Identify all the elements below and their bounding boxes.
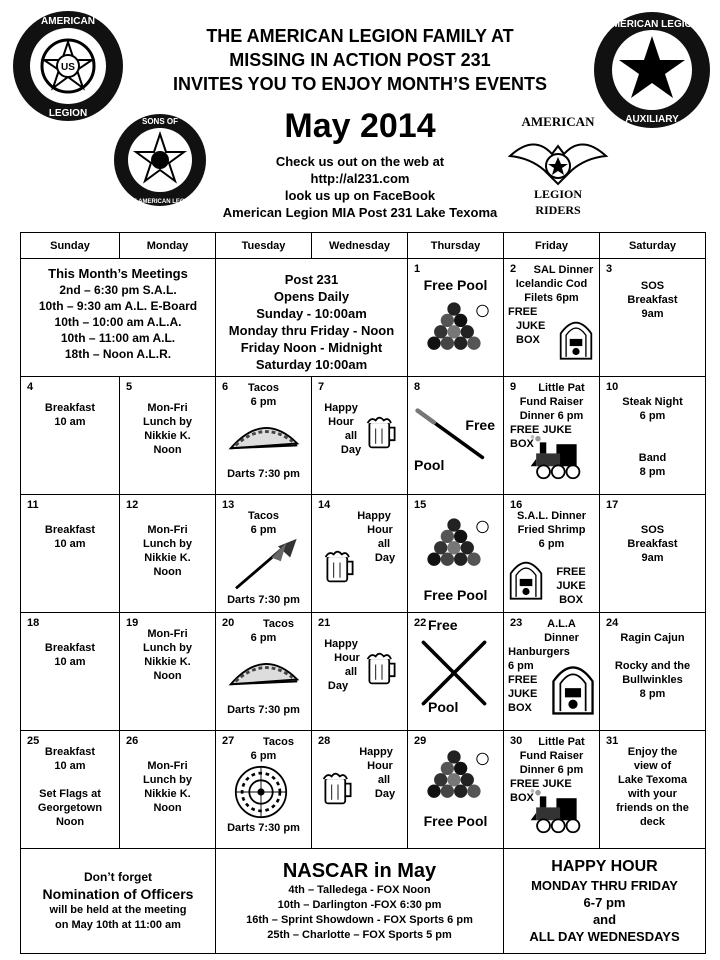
happy-hour-line: ALL DAY WEDNESDAYS <box>529 929 680 944</box>
officers-title: Nomination of Officers <box>42 886 194 902</box>
beer-mug-icon <box>364 651 400 687</box>
day-cell-12 <box>120 495 216 613</box>
event-line: with your <box>628 788 677 800</box>
logo-riders-top: AMERICAN <box>521 114 595 129</box>
event-line: Nikkie K. <box>144 430 191 442</box>
event-line: Mon-Fri <box>147 760 188 772</box>
event-line: Noon <box>153 670 182 682</box>
event-line: Fund Raiser <box>519 750 584 762</box>
event-line: Lake Texoma <box>618 774 687 786</box>
weekday-thursday: Thursday <box>408 233 504 259</box>
event-line: Mon-Fri <box>147 402 188 414</box>
event-line: Lunch by <box>143 538 192 550</box>
logo-sons-top: SONS OF <box>141 117 179 126</box>
day-cell-11 <box>21 495 120 613</box>
day-number: 1 <box>414 263 421 275</box>
free-pool-label: Free Pool <box>423 277 488 293</box>
event-line: S.A.L. Dinner <box>516 510 587 522</box>
event-line: Bullwinkles <box>622 674 683 686</box>
day-cell-20 <box>216 613 312 731</box>
event-line: Darts 7:30 pm <box>227 704 300 716</box>
day-cell-7 <box>312 377 408 495</box>
event-line: 8 pm <box>639 466 666 478</box>
day-number: 4 <box>27 381 34 393</box>
day-number: 20 <box>222 617 235 629</box>
day-number: 7 <box>318 381 325 393</box>
day-cell-5 <box>120 377 216 495</box>
facebook-line: look us up on FaceBook <box>284 188 436 203</box>
day-cell-29 <box>408 731 504 849</box>
event-line: Day <box>374 788 396 800</box>
day-number: 26 <box>126 735 139 747</box>
day-cell-9 <box>504 377 600 495</box>
day-cell-19 <box>120 613 216 731</box>
event-line: Filets 6pm <box>524 292 579 304</box>
month-title: May 2014 <box>284 107 436 145</box>
event-line: BOX <box>510 792 534 804</box>
event-line: 8 pm <box>639 688 666 700</box>
event-line: Hour <box>367 760 393 772</box>
event-line: Noon <box>55 816 85 828</box>
officers-notice <box>21 849 216 954</box>
web-line-1: Check us out on the web at <box>275 154 445 169</box>
free-pool-label: Free Pool <box>423 813 488 829</box>
day-cell-16 <box>504 495 600 613</box>
header-line-1: THE AMERICAN LEGION FAMILY AT <box>206 26 514 46</box>
day-number: 21 <box>318 617 331 629</box>
logo-riders-mid: LEGION <box>533 187 583 201</box>
happy-hour-line: 6-7 pm <box>583 895 626 910</box>
event-line: SAL Dinner <box>533 264 594 276</box>
day-cell-30 <box>504 731 600 849</box>
post-line: Saturday 10:00am <box>255 357 368 372</box>
event-line: 6 pm <box>250 396 277 408</box>
header-line-3: INVITES YOU TO ENJOY MONTH’S EVENTS <box>172 74 548 94</box>
post-line: Monday thru Friday - Noon <box>228 323 395 338</box>
event-line: JUKE <box>556 580 586 592</box>
officers-line: will be held at the meeting <box>49 904 187 916</box>
event-line: Dinner 6 pm <box>519 764 584 776</box>
post-hours-cell <box>216 259 408 377</box>
happy-hour-line: and <box>592 912 617 927</box>
meeting-line: 2nd – 6:30 pm S.A.L. <box>59 283 177 297</box>
event-line: Breakfast <box>44 524 96 536</box>
logo-sons-bottom: THE AMERICAN LEGION <box>124 199 196 205</box>
meeting-line: 10th – 10:00 am A.L.A. <box>54 315 182 329</box>
weekday-tuesday: Tuesday <box>216 233 312 259</box>
event-line: FREE JUKE <box>510 424 572 436</box>
day-number: 2 <box>510 263 517 275</box>
weekday-monday: Monday <box>120 233 216 259</box>
legion-riders-emblem-icon <box>506 110 610 220</box>
event-line: BOX <box>559 594 583 606</box>
event-line: Breakfast <box>627 538 678 550</box>
event-line: Free <box>465 417 495 433</box>
jukebox-icon <box>550 657 596 717</box>
day-number: 19 <box>126 617 139 629</box>
event-line: 6 pm <box>508 660 534 672</box>
post-line: Opens Daily <box>273 289 350 304</box>
day-number: 9 <box>510 381 517 393</box>
event-line: 10 am <box>54 416 86 428</box>
beer-mug-icon <box>320 771 356 807</box>
event-line: deck <box>639 816 666 828</box>
event-line: Tacos <box>263 736 294 748</box>
event-line: all <box>344 666 358 678</box>
event-line: 9am <box>641 308 664 320</box>
header-line-2: MISSING IN ACTION POST 231 <box>229 50 491 70</box>
day-number: 27 <box>222 735 235 747</box>
meeting-line: 10th – 11:00 am A.L. <box>60 331 176 345</box>
event-line: BOX <box>516 334 540 346</box>
event-line: Dinner <box>544 632 579 644</box>
calendar-grid <box>20 232 706 954</box>
train-icon <box>528 435 594 481</box>
post-line: Post 231 <box>284 272 339 287</box>
event-line: Tacos <box>263 618 294 630</box>
dartboard-icon <box>234 765 288 819</box>
event-line: FREE <box>508 306 538 318</box>
day-number: 14 <box>318 499 331 511</box>
event-line: Lunch by <box>143 416 192 428</box>
day-number: 28 <box>318 735 331 747</box>
day-cell-28 <box>312 731 408 849</box>
weekday-saturday: Saturday <box>600 233 706 259</box>
day-number: 6 <box>222 381 229 393</box>
event-line: Happy <box>324 638 358 650</box>
day-cell-23 <box>504 613 600 731</box>
event-line: FREE <box>556 566 586 578</box>
event-line: Dinner 6 pm <box>519 410 584 422</box>
event-line: Darts 7:30 pm <box>227 822 300 834</box>
event-line: Breakfast <box>44 642 96 654</box>
day-cell-17 <box>600 495 706 613</box>
event-line: all <box>344 430 358 442</box>
event-line: Day <box>327 680 349 692</box>
day-cell-1 <box>408 259 504 377</box>
event-line: Enjoy the <box>627 746 678 758</box>
web-url: http://al231.com <box>310 171 410 186</box>
event-line: Steak Night <box>622 396 683 408</box>
day-cell-8 <box>408 377 504 495</box>
jukebox-icon <box>558 315 594 361</box>
event-line: Pool <box>414 457 445 473</box>
event-line: Breakfast <box>44 402 96 414</box>
event-line: Nikkie K. <box>144 552 191 564</box>
event-line: Mon-Fri <box>147 524 188 536</box>
event-line: Mon-Fri <box>147 628 188 640</box>
event-line: SOS <box>640 280 665 292</box>
day-number: 17 <box>606 499 619 511</box>
logo-aux-top: AMERICAN LEGION <box>604 19 700 30</box>
day-number: 31 <box>606 735 619 747</box>
day-number: 16 <box>510 499 523 511</box>
day-cell-6 <box>216 377 312 495</box>
beer-mug-icon <box>322 549 358 585</box>
event-line: 6 pm <box>538 538 565 550</box>
meeting-line: 10th – 9:30 am A.L. E-Board <box>38 299 198 313</box>
event-line: Rocky and the <box>614 660 691 672</box>
event-line: Happy <box>324 402 358 414</box>
day-cell-31 <box>600 731 706 849</box>
pool-balls-icon <box>416 513 492 575</box>
facebook-name: American Legion MIA Post 231 Lake Texoma <box>222 205 498 220</box>
weekday-friday: Friday <box>504 233 600 259</box>
event-line: Lunch by <box>143 774 192 786</box>
meeting-line: 18th – Noon A.L.R. <box>64 347 172 361</box>
event-line: Noon <box>153 444 182 456</box>
happy-hour-line: MONDAY THRU FRIDAY <box>531 878 678 893</box>
nascar-line: 16th – Sprint Showdown - FOX Sports 6 pm <box>246 914 473 926</box>
nascar-line: 4th – Talledega - FOX Noon <box>288 884 431 896</box>
day-number: 23 <box>510 617 523 629</box>
officers-line: on May 10th at 11:00 am <box>55 919 181 931</box>
logo-aux-bottom: AUXILIARY <box>625 114 679 125</box>
event-line: Hanburgers <box>508 646 570 658</box>
event-line: Noon <box>153 802 182 814</box>
event-line: JUKE <box>516 320 546 332</box>
officers-line: Don’t forget <box>84 870 152 884</box>
event-line: Lunch by <box>143 642 192 654</box>
day-cell-22 <box>408 613 504 731</box>
event-line: Tacos <box>248 382 279 394</box>
auxiliary-emblem-icon <box>592 10 712 130</box>
post-line: Friday Noon - Midnight <box>240 340 383 355</box>
day-number: 22 <box>414 617 427 629</box>
event-line: Breakfast <box>627 294 678 306</box>
logo-legion-top: AMERICAN <box>41 16 95 27</box>
event-line: Little Pat <box>538 382 585 394</box>
nascar-line: 25th – Charlotte – FOX Sports 5 pm <box>267 929 452 941</box>
day-number: 30 <box>510 735 523 747</box>
day-number: 29 <box>414 735 427 747</box>
event-line: Icelandic Cod <box>515 278 588 290</box>
day-number: 13 <box>222 499 235 511</box>
weekday-wednesday: Wednesday <box>312 233 408 259</box>
nascar-line: 10th – Darlington -FOX 6:30 pm <box>277 899 442 911</box>
day-cell-21 <box>312 613 408 731</box>
meetings-cell <box>21 259 216 377</box>
day-number: 3 <box>606 263 613 275</box>
event-line: A.L.A <box>547 618 576 630</box>
event-line: BOX <box>508 702 532 714</box>
day-number: 24 <box>606 617 619 629</box>
event-line: Georgetown <box>37 802 103 814</box>
free-pool-label: Free Pool <box>423 587 488 603</box>
event-line: Ragin Cajun <box>620 632 685 644</box>
sons-of-legion-emblem-icon <box>112 112 208 208</box>
event-line: Happy <box>359 746 393 758</box>
day-cell-24 <box>600 613 706 731</box>
event-line: Day <box>374 552 396 564</box>
event-line: Free <box>428 617 458 633</box>
logo-riders-bottom: RIDERS <box>535 203 581 217</box>
event-line: Little Pat <box>538 736 585 748</box>
happy-hour-notice <box>504 849 706 954</box>
day-cell-2 <box>504 259 600 377</box>
event-line: Darts 7:30 pm <box>227 468 300 480</box>
happy-hour-title: HAPPY HOUR <box>551 858 658 875</box>
weekday-sunday: Sunday <box>21 233 120 259</box>
event-line: SOS <box>640 524 665 536</box>
event-line: all <box>377 538 391 550</box>
pool-balls-icon <box>416 299 492 357</box>
event-line: 9am <box>641 552 664 564</box>
pool-balls-icon <box>416 745 492 807</box>
day-cell-18 <box>21 613 120 731</box>
jukebox-icon <box>508 555 544 601</box>
train-icon <box>528 789 594 835</box>
day-number: 10 <box>606 381 619 393</box>
day-cell-14 <box>312 495 408 613</box>
taco-icon <box>226 415 302 453</box>
event-line: Band <box>638 452 667 464</box>
event-line: 6 pm <box>250 750 277 762</box>
event-line: Hour <box>334 652 360 664</box>
day-cell-15 <box>408 495 504 613</box>
event-line: 10 am <box>54 656 86 668</box>
day-cell-10 <box>600 377 706 495</box>
event-line: 6 pm <box>639 410 666 422</box>
day-number: 18 <box>27 617 40 629</box>
event-line: view of <box>633 760 672 772</box>
beer-mug-icon <box>364 415 400 451</box>
event-line: Set Flags at <box>39 788 101 800</box>
day-cell-25 <box>21 731 120 849</box>
event-line: Nikkie K. <box>144 656 191 668</box>
event-line: Noon <box>153 566 182 578</box>
american-legion-emblem-icon <box>10 8 126 124</box>
event-line: 10 am <box>54 760 86 772</box>
event-line: Darts 7:30 pm <box>227 594 300 606</box>
post-line: Sunday - 10:00am <box>256 306 367 321</box>
event-line: 6 pm <box>250 632 277 644</box>
event-line: Hour <box>367 524 393 536</box>
event-line: BOX <box>510 438 534 450</box>
meetings-title: This Month’s Meetings <box>48 266 188 281</box>
day-cell-27 <box>216 731 312 849</box>
event-line: Fried Shrimp <box>517 524 586 536</box>
event-line: 10 am <box>54 538 86 550</box>
event-line: Hour <box>328 416 354 428</box>
pool-cue-icon <box>414 407 486 461</box>
event-line: friends on the <box>616 802 689 814</box>
nascar-schedule <box>216 849 504 954</box>
day-cell-13 <box>216 495 312 613</box>
day-number: 5 <box>126 381 133 393</box>
event-line: Tacos <box>248 510 279 522</box>
day-number: 15 <box>414 499 427 511</box>
event-line: Nikkie K. <box>144 788 191 800</box>
event-line: Happy <box>357 510 391 522</box>
day-cell-3 <box>600 259 706 377</box>
logo-legion-bottom: LEGION <box>48 108 88 119</box>
nascar-title: NASCAR in May <box>282 860 437 882</box>
day-cell-26 <box>120 731 216 849</box>
taco-icon <box>226 651 302 689</box>
dart-icon <box>226 537 302 593</box>
event-line: JUKE <box>508 688 538 700</box>
event-line: Pool <box>428 699 459 715</box>
event-line: 6 pm <box>250 524 277 536</box>
event-line: Fund Raiser <box>519 396 584 408</box>
logo-legion-us: US <box>61 62 75 73</box>
event-line: all <box>377 774 391 786</box>
event-line: FREE <box>508 674 538 686</box>
day-cell-4 <box>21 377 120 495</box>
event-line: Breakfast <box>44 746 96 758</box>
event-line: FREE JUKE <box>510 778 572 790</box>
event-line: Day <box>340 444 362 456</box>
day-number: 11 <box>27 499 39 511</box>
day-number: 12 <box>126 499 139 511</box>
day-number: 8 <box>414 381 421 393</box>
day-number: 25 <box>27 735 40 747</box>
